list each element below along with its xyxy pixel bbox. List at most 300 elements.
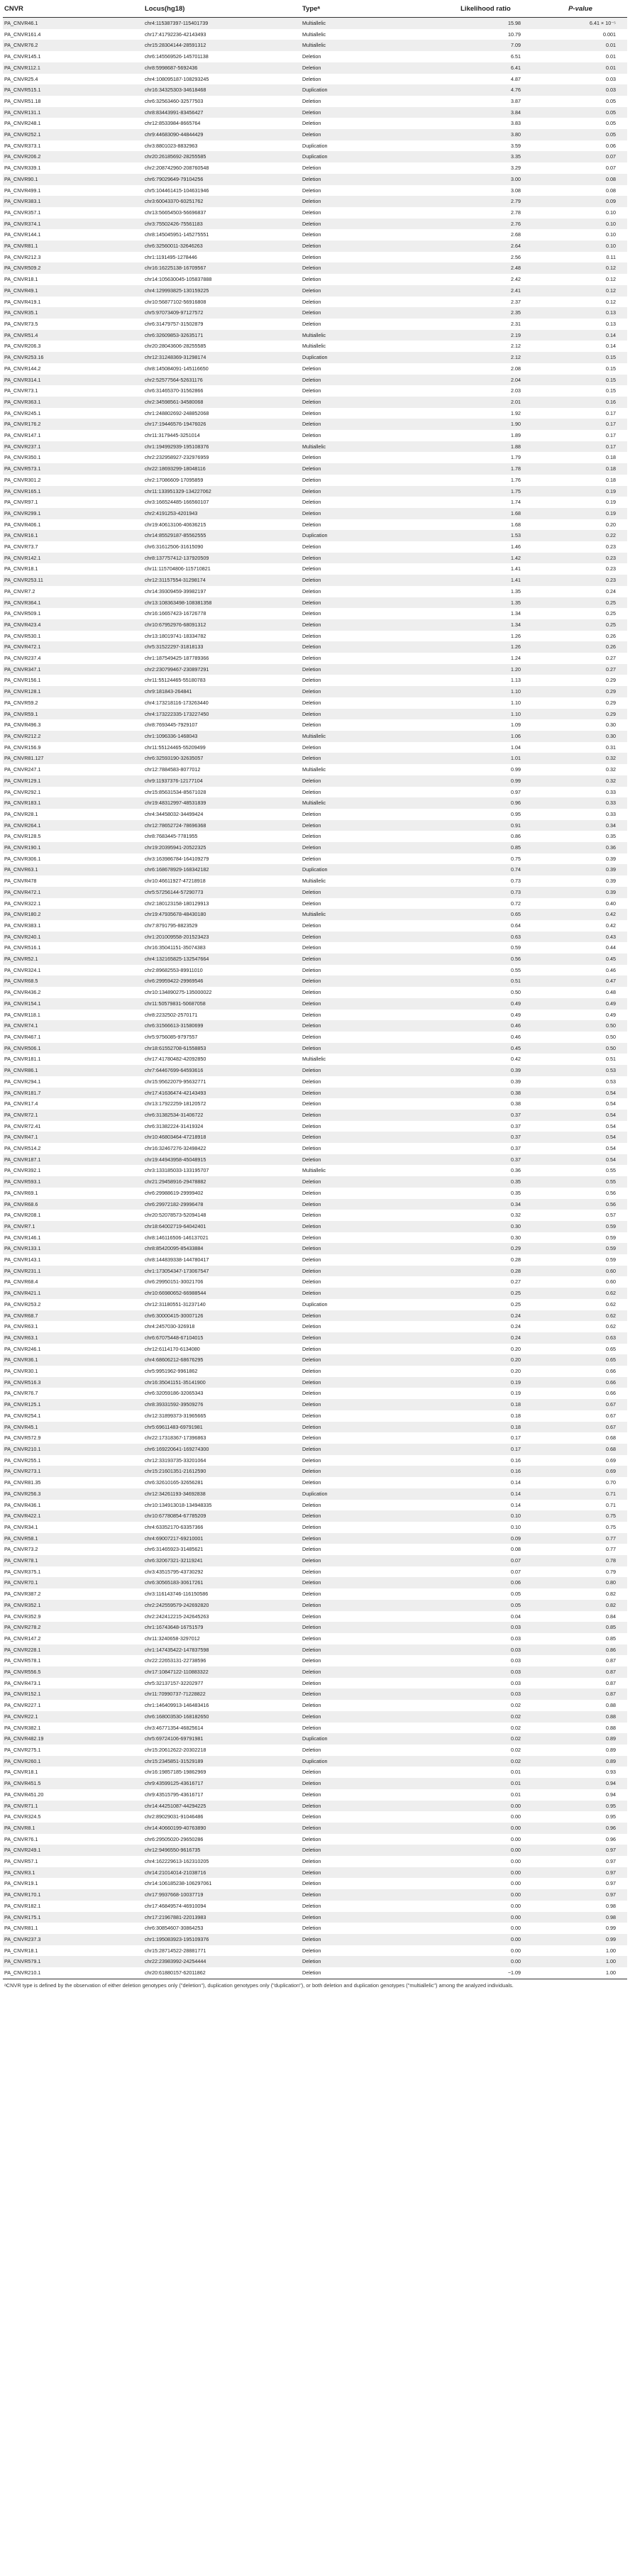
cell-type: Deletion — [301, 953, 438, 965]
cell-type: Deletion — [302, 409, 321, 416]
cell-locus: chr1:194992939-195108376 — [143, 441, 301, 453]
cell-locus: chr11:3179445-3251014 — [145, 432, 200, 439]
cell-cnvr: PA_CNVR451.5 — [3, 1778, 143, 1789]
cell-cnvr: PA_CNVR264.1 — [3, 820, 143, 831]
cell-type: Deletion — [302, 1323, 321, 1330]
cell-p-value: 0.29 — [606, 699, 616, 706]
cell-cnvr: PA_CNVR260.1 — [3, 1756, 143, 1767]
cell-type: Multiallelic — [301, 40, 438, 51]
cell-p-value: 0.62 — [606, 1323, 616, 1330]
cell-cnvr: PA_CNVR181.7 — [3, 1088, 143, 1099]
cell-likelihood-ratio: 0.00 — [438, 1823, 534, 1834]
cell-type: Deletion — [302, 944, 321, 951]
cell-likelihood-ratio: 0.03 — [511, 1657, 521, 1664]
cell-locus: chr9:11937376-12177104 — [143, 775, 301, 787]
table-row — [3, 1366, 627, 1377]
cell-locus: chr18:64002719-64042401 — [143, 1221, 301, 1232]
cell-p-value: 0.96 — [534, 1823, 627, 1834]
header-p-value-text: P-value — [568, 4, 592, 13]
cell-likelihood-ratio: 1.75 — [438, 486, 534, 497]
cell-type: Deletion — [301, 686, 438, 697]
cell-type: Deletion — [301, 887, 438, 898]
cell-cnvr: PA_CNVR19.1 — [4, 1880, 38, 1887]
cell-locus: chr1:248802692-248852068 — [145, 409, 209, 416]
header-locus: Locus(hg18) — [143, 0, 301, 18]
cell-p-value: 0.84 — [606, 1613, 616, 1620]
cell-locus: chr12:9496550-9616735 — [143, 1845, 301, 1856]
table-row — [3, 1310, 627, 1322]
cell-cnvr: PA_CNVR22.1 — [3, 1711, 143, 1723]
cell-type: Deletion — [301, 1110, 438, 1121]
cell-cnvr: PA_CNVR35.1 — [3, 307, 143, 319]
cell-p-value: 0.17 — [606, 409, 616, 416]
cell-type: Deletion — [302, 1679, 321, 1686]
cell-type: Deletion — [302, 1613, 321, 1620]
cell-locus: chr4:34458032-34499424 — [145, 810, 204, 817]
cell-cnvr: PA_CNVR18.1 — [4, 565, 38, 573]
cell-type: Deletion — [301, 1399, 438, 1410]
cell-cnvr: PA_CNVR165.1 — [3, 486, 143, 497]
cell-type: Deletion — [301, 463, 438, 475]
table-row — [3, 207, 627, 219]
cell-type: Deletion — [302, 1234, 321, 1241]
cell-cnvr: PA_CNVR382.1 — [4, 1724, 41, 1731]
cell-likelihood-ratio: 1.92 — [511, 409, 521, 416]
table-row — [3, 965, 627, 976]
cell-likelihood-ratio: 2.41 — [438, 285, 534, 297]
table-row — [3, 1945, 627, 1957]
cell-likelihood-ratio: 3.35 — [438, 151, 534, 162]
cell-locus: chr12:31157554-31298174 — [143, 575, 301, 586]
cell-locus: chr6:31465370-31562866 — [145, 387, 204, 394]
cell-likelihood-ratio: 0.63 — [438, 932, 534, 943]
cell-p-value: 0.89 — [534, 1733, 627, 1745]
cell-cnvr: PA_CNVR30.1 — [4, 1368, 38, 1375]
cell-likelihood-ratio: 0.00 — [438, 1845, 534, 1856]
header-cnvr: CNVR — [3, 0, 143, 18]
cell-p-value: 0.86 — [534, 1644, 627, 1656]
cell-locus: chr12:34261193-34692838 — [143, 1488, 301, 1500]
table-row — [3, 1733, 627, 1745]
cell-locus: chr17:46849574-46910094 — [145, 1902, 206, 1909]
cell-likelihood-ratio: 0.18 — [438, 1399, 534, 1410]
table-row — [3, 809, 627, 820]
cell-cnvr: PA_CNVR419.1 — [4, 298, 41, 305]
table-row — [3, 1823, 627, 1834]
cell-likelihood-ratio: 0.27 — [511, 1278, 521, 1286]
cell-locus: chr15:28304144-28591312 — [143, 40, 301, 51]
cell-likelihood-ratio: 2.68 — [511, 231, 521, 238]
cell-cnvr: PA_CNVR253.2 — [4, 1300, 41, 1308]
cell-type: Deletion — [301, 1422, 438, 1433]
cell-p-value: 0.89 — [606, 1746, 616, 1753]
cell-locus: chr2:242559579-242692820 — [143, 1600, 301, 1611]
cell-cnvr: PA_CNVR143.1 — [4, 1256, 41, 1264]
cell-type: Deletion — [301, 62, 438, 74]
cell-cnvr: PA_CNVR73.7 — [4, 543, 38, 551]
cell-type: Deletion — [302, 989, 321, 996]
cell-p-value: 0.68 — [534, 1444, 627, 1455]
cell-p-value: 0.31 — [606, 743, 616, 751]
cell-cnvr: PA_CNVR170.1 — [3, 1889, 143, 1901]
cell-p-value: 0.59 — [534, 1243, 627, 1254]
cell-p-value: 0.69 — [534, 1466, 627, 1477]
cell-cnvr: PA_CNVR383.1 — [4, 922, 41, 929]
cell-p-value: 1.00 — [534, 1967, 627, 1979]
table-row — [3, 553, 627, 564]
cell-type: Deletion — [301, 375, 438, 386]
cell-type: Deletion — [301, 1912, 438, 1923]
table-row — [3, 1032, 627, 1043]
cell-cnvr: PA_CNVR506.1 — [3, 1043, 143, 1054]
cell-cnvr: PA_CNVR3.1 — [3, 1867, 143, 1879]
cell-cnvr: PA_CNVR57.1 — [4, 1858, 38, 1865]
cell-likelihood-ratio: 2.04 — [438, 375, 534, 386]
cell-cnvr: PA_CNVR68.7 — [3, 1310, 143, 1322]
table-row — [3, 441, 627, 453]
table-row — [3, 1544, 627, 1555]
cell-p-value: 0.87 — [606, 1679, 616, 1686]
cell-locus: chr19:47935678-48430180 — [143, 909, 301, 920]
table-row — [3, 608, 627, 619]
cell-type: Deletion — [301, 1533, 438, 1544]
cell-cnvr: PA_CNVR28.1 — [4, 810, 38, 817]
cell-type: Deletion — [302, 1100, 321, 1107]
table-row — [3, 1811, 627, 1823]
cell-cnvr: PA_CNVR18.1 — [4, 1769, 38, 1776]
cell-locus: chr8:144839338-144780417 — [145, 1256, 209, 1264]
cell-likelihood-ratio: 0.16 — [511, 1456, 521, 1464]
table-row — [3, 820, 627, 831]
cell-p-value: 0.42 — [606, 922, 616, 929]
table-row — [3, 1577, 627, 1588]
cell-cnvr: PA_CNVR352.1 — [3, 1600, 143, 1611]
cell-locus: chr6:29950151-30021706 — [145, 1278, 204, 1286]
cell-p-value: 0.48 — [606, 989, 616, 996]
cell-type: Deletion — [302, 365, 321, 372]
table-row — [3, 563, 627, 575]
cell-type: Deletion — [302, 1925, 321, 1932]
table-row — [3, 1388, 627, 1399]
cell-locus: chr16:16225138-16709567 — [143, 262, 301, 274]
cell-p-value: 0.29 — [534, 709, 627, 720]
cell-locus: chr10:56877102-56916808 — [145, 298, 206, 305]
cell-locus: chr14:106185238-106297061 — [145, 1880, 212, 1887]
cell-locus: chr6:31479757-31502879 — [145, 320, 204, 327]
cell-cnvr: PA_CNVR278.2 — [3, 1622, 143, 1633]
cell-type: Deletion — [301, 1243, 438, 1254]
cell-p-value: 0.71 — [534, 1488, 627, 1500]
table-row — [3, 1444, 627, 1455]
table-row — [3, 307, 627, 319]
cell-cnvr: PA_CNVR256.3 — [3, 1488, 143, 1500]
cell-locus: chr10:67780854-67785209 — [143, 1510, 301, 1522]
cell-type: Deletion — [302, 75, 321, 82]
cell-p-value: 0.10 — [534, 219, 627, 230]
table-row — [3, 1878, 627, 1889]
cell-type: Deletion — [301, 1444, 438, 1455]
cell-likelihood-ratio: 0.10 — [511, 1523, 521, 1530]
table-row — [3, 853, 627, 865]
cell-cnvr: PA_CNVR210.1 — [3, 1444, 143, 1455]
cell-likelihood-ratio: 0.35 — [511, 1189, 521, 1196]
table-row — [3, 84, 627, 96]
table-row — [3, 319, 627, 330]
cell-cnvr: PA_CNVR49.1 — [3, 285, 143, 297]
cell-type: Multiallelic — [301, 731, 438, 742]
cell-p-value: 0.05 — [606, 120, 616, 127]
cell-likelihood-ratio: 0.17 — [511, 1435, 521, 1442]
cell-likelihood-ratio: 0.10 — [438, 1510, 534, 1522]
cell-cnvr: PA_CNVR350.1 — [4, 454, 41, 461]
cell-type: Deletion — [301, 1956, 438, 1967]
cell-locus: chr14:105630045-105837888 — [145, 276, 212, 283]
cell-type: Deletion — [301, 664, 438, 675]
table-row — [3, 864, 627, 875]
cell-cnvr: PA_CNVR36.1 — [3, 1354, 143, 1366]
cell-cnvr: PA_CNVR496.3 — [4, 722, 41, 729]
cell-p-value: 0.94 — [606, 1791, 616, 1798]
cell-locus: chr6:29959422-29969546 — [143, 975, 301, 987]
cell-p-value: 0.19 — [534, 508, 627, 519]
cell-locus: chr15:85631534-85671028 — [145, 788, 206, 795]
cell-cnvr: PA_CNVR76.7 — [4, 1390, 38, 1397]
cell-likelihood-ratio: 0.32 — [511, 1212, 521, 1219]
cell-type: Deletion — [302, 476, 321, 483]
cell-locus: chr5:97073409-97127572 — [143, 307, 301, 319]
cell-locus: chr3:163986784-164109279 — [145, 855, 209, 862]
cell-p-value: 0.12 — [534, 262, 627, 274]
cell-likelihood-ratio: 6.51 — [511, 53, 521, 60]
cell-likelihood-ratio: 1.01 — [438, 753, 534, 764]
table-row — [3, 1143, 627, 1154]
cell-locus: chr6:169220641-169274300 — [143, 1444, 301, 1455]
table-row — [3, 96, 627, 107]
cell-cnvr: PA_CNVR240.1 — [3, 932, 143, 943]
table-row — [3, 719, 627, 731]
cell-p-value: 0.54 — [534, 1132, 627, 1143]
table-row — [3, 262, 627, 274]
table-row — [3, 397, 627, 408]
cell-locus: chr5:69724106-69791981 — [143, 1733, 301, 1745]
cell-cnvr: PA_CNVR227.1 — [4, 1702, 41, 1709]
cell-likelihood-ratio: 0.24 — [438, 1332, 534, 1344]
cell-cnvr: PA_CNVR181.1 — [4, 1056, 41, 1063]
cell-locus: chr1:16743648-16751579 — [143, 1622, 301, 1633]
cell-locus: chr2:17086609-17095859 — [145, 476, 204, 483]
cell-locus: chr15:2345851-31529189 — [143, 1756, 301, 1767]
cell-p-value: 0.42 — [534, 909, 627, 920]
cell-type: Deletion — [301, 575, 438, 586]
cell-cnvr: PA_CNVR247.1 — [4, 766, 41, 773]
cell-type: Deletion — [301, 397, 438, 408]
cell-type: Deletion — [302, 1189, 321, 1196]
cell-likelihood-ratio: 0.65 — [438, 909, 534, 920]
cell-type: Deletion — [301, 1644, 438, 1656]
table-row — [3, 1912, 627, 1923]
cell-type: Multiallelic — [301, 909, 438, 920]
table-row — [3, 1232, 627, 1244]
cell-cnvr: PA_CNVR52.1 — [3, 953, 143, 965]
cell-likelihood-ratio: 0.85 — [438, 842, 534, 853]
cell-cnvr: PA_CNVR47.1 — [3, 1132, 143, 1143]
cell-type: Multiallelic — [302, 1056, 326, 1063]
cell-type: Deletion — [302, 587, 321, 595]
cell-p-value: 0.25 — [534, 619, 627, 631]
cell-cnvr: PA_CNVR73.5 — [4, 320, 38, 327]
cell-likelihood-ratio: 0.00 — [438, 1867, 534, 1879]
cell-likelihood-ratio: 0.73 — [438, 887, 534, 898]
cell-type: Deletion — [302, 1769, 321, 1776]
cell-locus: chr6:31612506-31615090 — [145, 543, 204, 551]
cell-locus: chr12:31899373-31965665 — [145, 1412, 206, 1419]
table-row — [3, 1600, 627, 1611]
cell-cnvr: PA_CNVR125.1 — [3, 1399, 143, 1410]
table-row — [3, 1767, 627, 1778]
cell-p-value: 0.05 — [534, 107, 627, 118]
cell-likelihood-ratio: 0.20 — [511, 1345, 521, 1352]
cell-p-value: 0.15 — [606, 387, 616, 394]
cell-p-value: 0.07 — [534, 151, 627, 162]
cell-p-value: 0.53 — [606, 1078, 616, 1085]
cell-likelihood-ratio: 1.09 — [511, 722, 521, 729]
cell-cnvr: PA_CNVR63.1 — [3, 864, 143, 875]
cell-locus: chr5:32137157-32202977 — [145, 1679, 204, 1686]
cell-likelihood-ratio: 0.00 — [438, 1889, 534, 1901]
cell-type: Deletion — [302, 565, 321, 573]
cell-locus: chr2:180123158-180129913 — [145, 900, 209, 907]
cell-likelihood-ratio: 2.35 — [438, 307, 534, 319]
cell-type: Deletion — [301, 1889, 438, 1901]
cell-cnvr: PA_CNVR275.1 — [4, 1746, 41, 1753]
cell-likelihood-ratio: 0.38 — [511, 1100, 521, 1107]
cell-likelihood-ratio: 1.34 — [438, 619, 534, 631]
cell-likelihood-ratio: 3.29 — [511, 165, 521, 172]
table-row — [3, 1867, 627, 1879]
cell-likelihood-ratio: 1.26 — [438, 641, 534, 653]
table-row — [3, 1110, 627, 1121]
table-row — [3, 1588, 627, 1600]
cell-likelihood-ratio: 1.10 — [438, 686, 534, 697]
cell-locus: chr3:46771354-46825614 — [145, 1724, 204, 1731]
cell-locus: chr4:2457030-326918 — [145, 1323, 195, 1330]
cell-likelihood-ratio: 0.99 — [438, 775, 534, 787]
cell-cnvr: PA_CNVR246.1 — [4, 1345, 41, 1352]
cell-p-value: 0.97 — [606, 1858, 616, 1865]
cell-p-value: 0.10 — [606, 209, 616, 216]
cell-locus: chr6:32593190-32635057 — [143, 753, 301, 764]
cell-cnvr: PA_CNVR383.1 — [3, 196, 143, 207]
cell-likelihood-ratio: 0.73 — [511, 878, 521, 885]
cell-cnvr: PA_CNVR248.1 — [4, 120, 41, 127]
cell-cnvr: PA_CNVR34.1 — [4, 1523, 38, 1530]
cell-locus: chr6:145569526-145701138 — [145, 53, 209, 60]
cell-locus: chr9:43515795-43616717 — [145, 1791, 204, 1798]
cell-cnvr: PA_CNVR128.5 — [4, 833, 41, 840]
cell-cnvr: PA_CNVR467.1 — [4, 1033, 41, 1040]
table-row — [3, 1199, 627, 1210]
cell-likelihood-ratio: 2.76 — [438, 219, 534, 230]
cell-locus: chr1:201009558-201523423 — [143, 932, 301, 943]
cell-cnvr: PA_CNVR81.1 — [3, 241, 143, 252]
cell-cnvr: PA_CNVR579.1 — [3, 1956, 143, 1967]
table-row — [3, 486, 627, 497]
table-row — [3, 140, 627, 152]
cell-type: Deletion — [302, 677, 321, 684]
cell-p-value: 0.93 — [606, 1769, 616, 1776]
table-row — [3, 1332, 627, 1344]
cell-type: Deletion — [302, 1546, 321, 1553]
cell-type: Deletion — [302, 187, 321, 194]
cell-p-value: 0.10 — [534, 241, 627, 252]
table-row — [3, 909, 627, 920]
table-row — [3, 118, 627, 129]
cell-cnvr: PA_CNVR556.5 — [3, 1666, 143, 1678]
cell-locus: chr11:50579831-50687058 — [143, 998, 301, 1010]
cell-locus: chr3:116143746-116150586 — [145, 1591, 209, 1598]
cell-cnvr: PA_CNVR73.2 — [4, 1546, 38, 1553]
cell-locus: chr2:89682553-89911010 — [145, 966, 203, 973]
table-row — [3, 1121, 627, 1132]
cell-p-value: 0.98 — [534, 1912, 627, 1923]
cell-p-value: 0.97 — [606, 1880, 616, 1887]
cell-p-value: 0.65 — [606, 1345, 616, 1352]
cell-cnvr: PA_CNVR63.1 — [4, 1323, 38, 1330]
cell-locus: chr12:6114170-6134080 — [145, 1345, 200, 1352]
cell-cnvr: PA_CNVR7.2 — [4, 587, 35, 595]
cell-cnvr: PA_CNVR478 — [4, 878, 37, 885]
cell-locus: chr4:108095187-108293245 — [145, 75, 209, 82]
cell-p-value: 0.59 — [606, 1256, 616, 1264]
header-type: Typeᵃ — [301, 0, 438, 18]
cell-p-value: 0.13 — [606, 320, 616, 327]
cell-p-value: 0.34 — [534, 820, 627, 831]
cell-p-value: 0.15 — [534, 375, 627, 386]
cell-likelihood-ratio: 0.42 — [511, 1056, 521, 1063]
cell-likelihood-ratio: 1.34 — [511, 610, 521, 617]
cell-locus: chr6:168003530-168182650 — [143, 1711, 301, 1723]
cell-p-value: 0.55 — [534, 1176, 627, 1188]
cell-likelihood-ratio: 0.00 — [511, 1835, 521, 1842]
cell-locus: chr6:29972182-29996478 — [143, 1199, 301, 1210]
cell-locus: chr14:39309459-39982197 — [145, 587, 206, 595]
cell-locus: chr9:44683090-44844429 — [143, 129, 301, 140]
cell-locus: chr5:104461415-104631946 — [145, 187, 209, 194]
cell-type: Deletion — [301, 307, 438, 319]
cell-p-value: 0.69 — [606, 1456, 616, 1464]
table-row — [3, 1678, 627, 1689]
cell-type: Deletion — [302, 1479, 321, 1486]
table-body — [3, 18, 627, 1979]
cell-p-value: 0.29 — [606, 677, 616, 684]
cell-locus: chr6:30854607-30864253 — [145, 1925, 204, 1932]
cell-p-value: 0.49 — [534, 998, 627, 1010]
table-row — [3, 1344, 627, 1355]
cell-cnvr: PA_CNVR515.1 — [3, 84, 143, 96]
cell-locus: chr8:146116506-146137021 — [145, 1234, 209, 1241]
cell-p-value: 0.39 — [534, 864, 627, 875]
table-row — [3, 1321, 627, 1332]
cell-p-value: 0.94 — [534, 1778, 627, 1789]
cell-likelihood-ratio: 0.05 — [511, 1591, 521, 1598]
cell-cnvr: PA_CNVR112.1 — [3, 62, 143, 74]
cell-locus: chr6:32560011-32646263 — [143, 241, 301, 252]
cell-likelihood-ratio: 0.02 — [438, 1733, 534, 1745]
cell-likelihood-ratio: 0.03 — [438, 1688, 534, 1700]
cell-likelihood-ratio: 0.30 — [511, 1234, 521, 1241]
cell-p-value: 0.35 — [606, 833, 616, 840]
table-row — [3, 1901, 627, 1912]
